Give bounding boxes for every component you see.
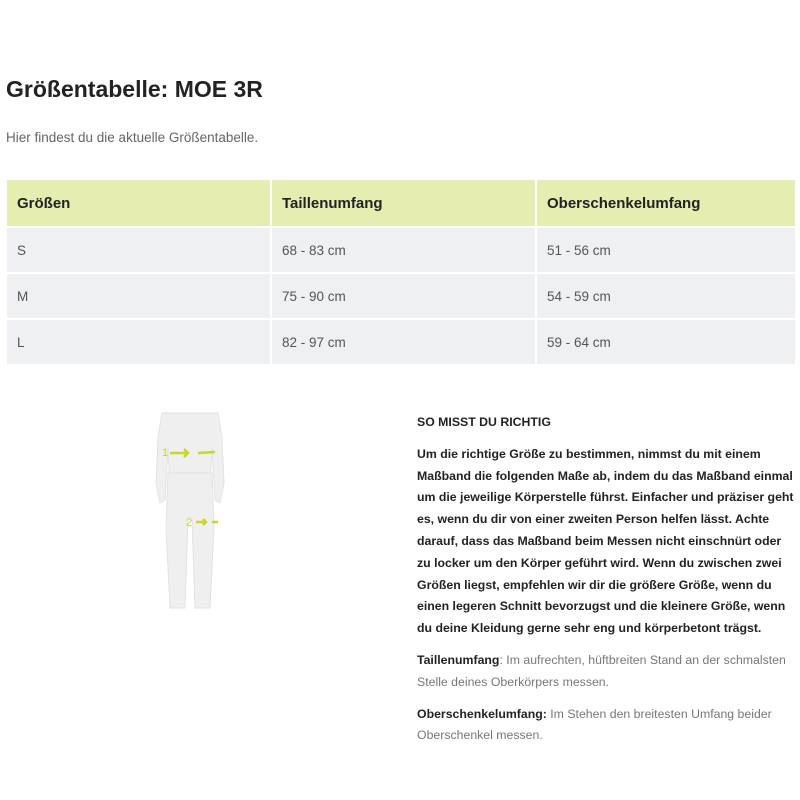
- waist-text: : Im aufrechten, hüftbreiten Stand an der schmalsten Stelle deines Oberkörpers messen.: [417, 652, 786, 689]
- subtitle: Hier findest du die aktuelle Größentabelle.: [6, 130, 259, 145]
- cell-thigh: 51 - 56 cm: [536, 227, 796, 273]
- cell-waist: 68 - 83 cm: [271, 227, 536, 273]
- cell-waist: 82 - 97 cm: [271, 319, 536, 364]
- cell-size: L: [7, 319, 271, 364]
- cell-thigh: 59 - 64 cm: [536, 319, 796, 364]
- marker-2: 2: [186, 517, 193, 529]
- table-row: [7, 227, 796, 273]
- cell-size: S: [7, 227, 271, 273]
- waist-label: Taillenumfang: [417, 652, 500, 667]
- header-thigh: Oberschenkelumfang: [536, 180, 796, 227]
- thigh-label: Oberschenkelumfang:: [417, 706, 547, 721]
- guide-heading: SO MISST DU RICHTIG: [417, 415, 551, 429]
- marker-1: 1: [162, 447, 169, 459]
- size-table: [7, 180, 797, 364]
- table-row: [7, 273, 796, 319]
- cell-thigh: 54 - 59 cm: [536, 273, 796, 319]
- table-header-row: [7, 180, 796, 227]
- measurement-guide: [417, 412, 795, 757]
- thigh-text: Im Stehen den breitesten Umfang beider Oberschenkel messen.: [417, 706, 772, 743]
- cell-size: M: [7, 273, 271, 319]
- cell-waist: 75 - 90 cm: [271, 273, 536, 319]
- header-waist: Taillenumfang: [271, 180, 536, 227]
- header-sizes: Größen: [7, 180, 271, 227]
- measurement-figure: [140, 408, 240, 613]
- thigh-instruction: [417, 704, 795, 748]
- waist-instruction: [417, 650, 795, 694]
- guide-intro: Um die richtige Größe zu bestimmen, nimmst du mit einem Maßband die folgenden Maße ab, indem du das Maßband einmal um die jeweilige Körperstelle führst. Einfacher und präziser geht es, wenn du dir von einer zweiten Person helfen lässt. Achte darauf, dass das Maßband beim Messen nicht einschnürt oder zu locker um den Körper geführt wird. Wenn du zwischen zwei Größen liegst, empfehlen wir dir die größere Größe, wenn du einen legeren Schnitt bevorzugst und die kleinere Größe, wenn du deine Kleidung gerne sehr eng und körperbetont trägst.: [417, 446, 794, 636]
- page-title: Größentabelle: MOE 3R: [6, 76, 263, 102]
- table-row: [7, 319, 796, 364]
